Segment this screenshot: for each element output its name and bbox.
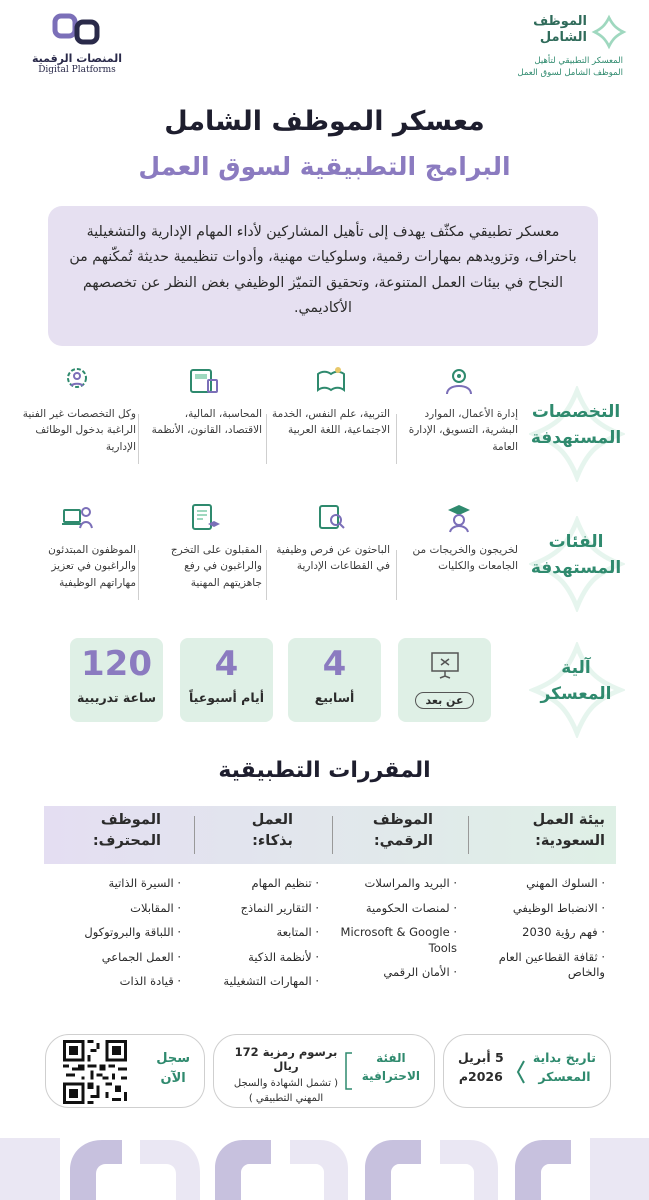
list-item: · لمنصات الحكومية bbox=[327, 901, 457, 917]
audience-text-1: لخريجون والخريجات من الجامعات والكليات bbox=[412, 544, 518, 573]
audiences-label-line2: المستهدفة bbox=[530, 557, 622, 578]
org-logo bbox=[22, 12, 132, 75]
fee-info bbox=[222, 1045, 350, 1106]
register-box[interactable] bbox=[45, 1034, 205, 1108]
tagline-line2: الموظف الشامل لسوق العمل bbox=[517, 68, 623, 79]
specializations-label bbox=[521, 400, 631, 451]
list-item: · المهارات التشغيلية bbox=[189, 974, 319, 990]
start-date-line1: 5 أبريل bbox=[458, 1050, 504, 1065]
category-line1: الفئة bbox=[376, 1051, 406, 1065]
register-line1: سجل bbox=[156, 1051, 190, 1066]
certificate-icon bbox=[186, 500, 220, 534]
days-label: أيام أسبوعياً bbox=[188, 690, 265, 705]
specialization-text-4: وكل التخصصات غير الفنية الراغبة بدخول الوظائف الإدارية bbox=[22, 408, 136, 453]
weeks-box bbox=[288, 638, 381, 722]
days-box bbox=[180, 638, 273, 722]
register-line2: الآن bbox=[160, 1070, 186, 1086]
digital-platforms-logo-icon bbox=[47, 12, 107, 46]
course-head-4-line1: الموظف bbox=[100, 812, 161, 828]
list-item: · المتابعة bbox=[189, 925, 319, 941]
fee-note: ( تشمل الشهادة والسجل المهني التطبيقي ) bbox=[233, 1078, 339, 1104]
divider bbox=[138, 414, 139, 464]
divider bbox=[396, 414, 397, 464]
list-item: · لأنظمة الذكية bbox=[189, 950, 319, 966]
intro-box: معسكر تطبيقي مكثّف يهدف إلى تأهيل المشاركين لأداء المهام الإدارية والتشغيلية باحتراف، وتزويدهم بمهارات رقمية، وسلوكيات مهنية، وأدوات تنظيمية حديثة تُمكّنهم من النجاح في بيئات العمل المتنوعة، وتحقيق التميّز الوظيفي بغض النظر عن تخصصهم الأكاديمي. bbox=[48, 206, 598, 346]
specialization-item bbox=[18, 364, 136, 455]
audience-text-3: المقبلون على التخرج والراغبون في رفع جاهزيتهم المهنية bbox=[170, 544, 262, 589]
tagline-line1: المعسكر التطبيقي لتأهيل bbox=[534, 55, 623, 66]
hours-label: ساعة تدريبية bbox=[76, 690, 157, 705]
category-label bbox=[362, 1049, 420, 1085]
org-name-ar: المنصات الرقمية bbox=[31, 52, 123, 65]
technical-icon bbox=[60, 364, 94, 398]
divider bbox=[396, 550, 397, 600]
list-item: · السلوك المهني bbox=[475, 876, 605, 892]
page-title: معسكر الموظف الشامل bbox=[164, 106, 485, 137]
hours-box bbox=[70, 638, 163, 722]
decorative-pattern-strip bbox=[0, 1130, 649, 1200]
business-admin-icon bbox=[442, 364, 476, 398]
course-list-3 bbox=[189, 876, 319, 999]
specialization-text-2: التربية، علم النفس، الخدمة الاجتماعية، اللغة العربية bbox=[272, 408, 390, 437]
employee-icon bbox=[60, 500, 94, 534]
program-name-line2: الشامل bbox=[539, 30, 587, 46]
remote-box bbox=[398, 638, 491, 722]
weeks-value: 4 bbox=[322, 644, 347, 684]
course-list-2 bbox=[327, 876, 457, 990]
start-label-line2: المعسكر bbox=[538, 1068, 591, 1084]
weeks-label: أسابيع bbox=[314, 690, 355, 705]
list-item: · ثقافة القطاعين العام والخاص bbox=[475, 950, 605, 981]
audience-text-4: الموظفون المبتدئون والراغبون في تعزيز مهاراتهم الوظيفية bbox=[48, 544, 136, 589]
list-item: · الانضباط الوظيفي bbox=[475, 901, 605, 917]
qr-code-icon[interactable] bbox=[62, 1040, 128, 1104]
start-date-line2: 2026م bbox=[458, 1068, 503, 1084]
specialization-item bbox=[400, 364, 518, 455]
divider bbox=[468, 816, 469, 854]
audience-item bbox=[272, 500, 390, 575]
list-item: · التقارير النماذج bbox=[189, 901, 319, 917]
days-value: 4 bbox=[214, 644, 239, 684]
mechanism-label-line2: المعسكر bbox=[540, 683, 612, 704]
start-date-box bbox=[443, 1034, 611, 1108]
fee-box bbox=[213, 1034, 435, 1108]
course-head-3-line1: العمل bbox=[251, 812, 293, 828]
education-icon bbox=[314, 364, 348, 398]
specializations-label-line2: المستهدفة bbox=[530, 427, 622, 448]
course-head-1 bbox=[485, 806, 605, 864]
course-head-4 bbox=[51, 806, 161, 864]
course-head-3 bbox=[183, 806, 293, 864]
specializations-label-line1: التخصصات bbox=[531, 402, 621, 422]
list-item: · فهم رؤية 2030 bbox=[475, 925, 605, 941]
course-head-1-line2: السعودية: bbox=[535, 833, 605, 850]
divider bbox=[266, 550, 267, 600]
divider bbox=[194, 816, 195, 854]
remote-label: عن بعد bbox=[415, 692, 475, 709]
hours-value: 120 bbox=[81, 644, 152, 684]
accounting-icon bbox=[186, 364, 220, 398]
program-name-line1: الموظف bbox=[533, 14, 587, 29]
chevron-left-icon bbox=[516, 1059, 526, 1085]
mechanism-label bbox=[521, 656, 631, 707]
course-list-1 bbox=[475, 876, 605, 990]
register-label[interactable] bbox=[156, 1049, 190, 1088]
course-head-2 bbox=[323, 806, 433, 864]
mechanism-label-line1: آلية bbox=[561, 658, 591, 678]
list-item: · تنظيم المهام bbox=[189, 876, 319, 892]
course-head-2-line2: الرقمي: bbox=[373, 833, 433, 850]
fee-text: برسوم رمزية 172 ريال bbox=[234, 1045, 338, 1073]
audience-item bbox=[144, 500, 262, 591]
divider bbox=[266, 414, 267, 464]
page-subtitle: البرامج التطبيقية لسوق العمل bbox=[138, 152, 511, 181]
list-item: · الأمان الرقمي bbox=[327, 965, 457, 981]
audience-item bbox=[400, 500, 518, 575]
course-head-3-line2: بذكاء: bbox=[252, 833, 293, 850]
list-item: · اللباقة والبروتوكول bbox=[51, 925, 181, 941]
specialization-item bbox=[272, 364, 390, 439]
job-seeker-icon bbox=[314, 500, 348, 534]
list-item: · العمل الجماعي bbox=[51, 950, 181, 966]
audience-item bbox=[18, 500, 136, 591]
start-label bbox=[533, 1049, 596, 1087]
category-line2: الاحترافية bbox=[361, 1069, 420, 1083]
audiences-label bbox=[521, 530, 631, 581]
program-logo bbox=[513, 14, 623, 80]
list-item: · السيرة الذاتية bbox=[51, 876, 181, 892]
specialization-text-1: إدارة الأعمال، الموارد البشرية، التسويق، الإدارة العامة bbox=[408, 408, 518, 453]
audience-text-2: الباحثون عن فرص وظيفية في القطاعات الإدارية bbox=[276, 544, 390, 573]
audiences-label-line1: الفئات bbox=[548, 532, 604, 552]
course-head-1-line1: بيئة العمل bbox=[532, 812, 605, 828]
course-head-4-line2: المحترف: bbox=[92, 833, 161, 850]
specialization-text-3: المحاسبة، المالية، الاقتصاد، القانون، الأنظمة bbox=[151, 408, 262, 437]
specialization-item bbox=[144, 364, 262, 439]
list-item: · المقابلات bbox=[51, 901, 181, 917]
list-item: · Microsoft & Google Tools bbox=[327, 925, 457, 956]
presentation-icon bbox=[428, 650, 462, 680]
list-item: · البريد والمراسلات bbox=[327, 876, 457, 892]
org-name-en: Digital Platforms bbox=[38, 65, 116, 75]
graduate-icon bbox=[442, 500, 476, 534]
divider bbox=[138, 550, 139, 600]
start-label-line1: تاريخ بداية bbox=[532, 1050, 596, 1065]
course-head-2-line1: الموظف bbox=[372, 812, 433, 828]
program-tagline bbox=[513, 55, 623, 81]
course-list-4 bbox=[51, 876, 181, 999]
courses-title: المقررات التطبيقية bbox=[218, 758, 431, 783]
sparkle-logo-icon bbox=[591, 14, 627, 50]
list-item: · قيادة الذات bbox=[51, 974, 181, 990]
start-date bbox=[458, 1049, 504, 1087]
divider bbox=[332, 816, 333, 854]
